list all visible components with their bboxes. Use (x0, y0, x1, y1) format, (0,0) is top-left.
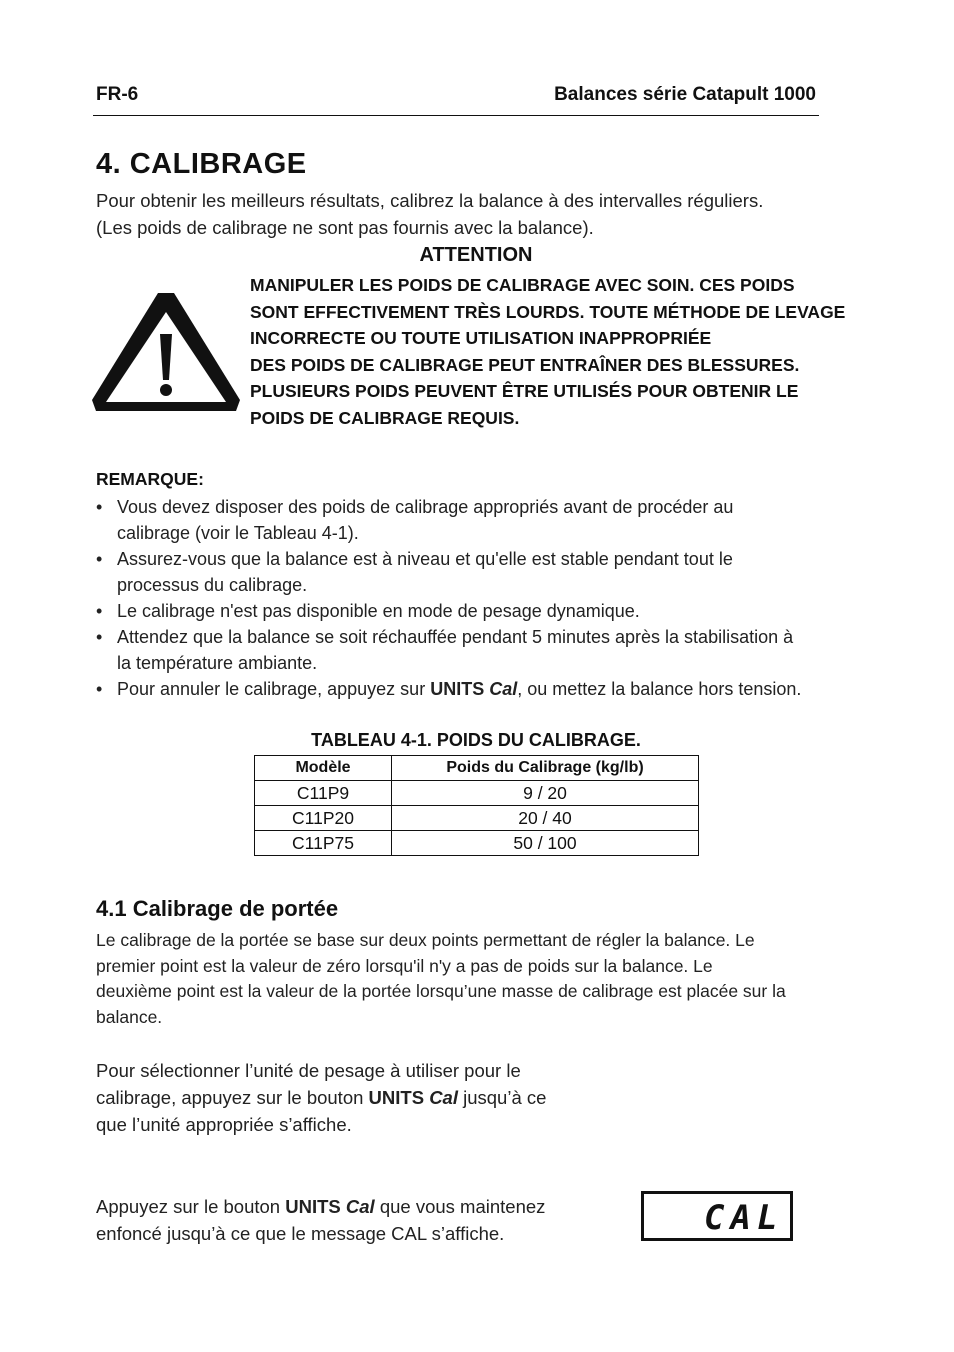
span-calibration-paragraph (96, 928, 866, 1030)
table-cell: C11P20 (255, 806, 392, 831)
table-row (255, 806, 699, 831)
table-header-row (255, 756, 699, 781)
paragraph-line (96, 1084, 606, 1111)
list-item: • Pour annuler le calibrage, appuyez sur UNITS Cal, ou mettez la balance hors tension. (96, 676, 886, 702)
paragraph-line: premier point est la valeur de zéro lorsqu'il n'y a pas de poids sur la balance. Le (96, 955, 713, 976)
units-key-label: UNITS (285, 1196, 341, 1217)
list-item: • Le calibrage n'est pas disponible en mode de pesage dynamique. (96, 598, 886, 624)
intro-paragraph (96, 187, 866, 241)
list-item-line: Vous devez disposer des poids de calibrage appropriés avant de procéder au (117, 497, 734, 517)
attention-line: PLUSIEURS POIDS PEUVENT ÊTRE UTILISÉS POUR OBTENIR LE (250, 381, 799, 401)
attention-line: MANIPULER LES POIDS DE CALIBRAGE AVEC SOIN. CES POIDS (250, 275, 795, 295)
attention-line: DES POIDS DE CALIBRAGE PEUT ENTRAÎNER DES BLESSURES. (250, 354, 800, 375)
list-item: • Vous devez disposer des poids de calibrage appropriés avant de procéder au calibrage (voir le Tableau 4-1). (96, 494, 886, 546)
paragraph-line: Le calibrage de la portée se base sur deux points permettant de régler la balance. Le (96, 930, 755, 950)
lcd-display (641, 1191, 793, 1241)
paragraph-line: enfoncé jusqu’à ce que le message CAL s’affiche. (96, 1223, 505, 1244)
list-item: • Assurez-vous que la balance est à niveau et qu'elle est stable pendant tout le processus du calibrage. (96, 546, 886, 598)
document-title: Balances série Catapult 1000 (554, 84, 816, 105)
list-item-line: Attendez que la balance se soit réchauffée pendant 5 minutes après la stabilisation à (117, 627, 794, 647)
cal-key-label: Cal (345, 1196, 375, 1217)
attention-line: INCORRECTE OU TOUTE UTILISATION INAPPROPRIÉE (250, 328, 712, 348)
list-item-line: processus du calibrage. (117, 575, 308, 595)
paragraph-line: que l’unité appropriée s’affiche. (96, 1114, 352, 1135)
column-header: Poids du Calibrage (kg/lb) (392, 756, 699, 781)
calibration-weights-table (254, 755, 699, 856)
page-number: FR-6 (96, 84, 139, 105)
list-item-line: Assurez-vous que la balance est à niveau et qu'elle est stable pendant tout le (117, 549, 733, 569)
subsection-title: 4.1 Calibrage de portée (96, 896, 339, 921)
text-fragment: Appuyez sur le bouton (96, 1196, 286, 1217)
warning-triangle-icon (90, 290, 242, 414)
text-fragment: que vous maintenez (374, 1196, 546, 1217)
cal-key-label: Cal (489, 679, 518, 699)
units-key-label: UNITS (430, 679, 485, 699)
paragraph-line: balance. (96, 1006, 163, 1027)
paragraph-line: Pour sélectionner l’unité de pesage à utiliser pour le (96, 1060, 521, 1081)
text-fragment: Pour annuler le calibrage, appuyez sur (117, 679, 431, 699)
table-caption: TABLEAU 4-1. POIDS DU CALIBRAGE. (311, 730, 641, 750)
cal-key-label: Cal (429, 1087, 458, 1108)
list-item-line: Le calibrage n'est pas disponible en mode de pesage dynamique. (117, 601, 640, 621)
intro-line: (Les poids de calibrage ne sont pas fournis avec la balance). (96, 217, 594, 238)
remark-title: REMARQUE: (96, 469, 204, 489)
header-divider (93, 115, 819, 116)
table-cell: 50 / 100 (392, 831, 699, 856)
units-key-label: UNITS (368, 1087, 425, 1108)
attention-title: ATTENTION (419, 244, 533, 266)
table-cell: 20 / 40 (392, 806, 699, 831)
attention-line: SONT EFFECTIVEMENT TRÈS LOURDS. TOUTE MÉTHODE DE LEVAGE (250, 301, 846, 322)
list-item: • Attendez que la balance se soit réchauffée pendant 5 minutes après la stabilisation à la température ambiante. (96, 624, 886, 676)
unit-selection-paragraph (96, 1057, 606, 1138)
list-item-line: la température ambiante. (117, 653, 318, 673)
lcd-display-text: CAL (704, 1198, 784, 1238)
intro-line: Pour obtenir les meilleurs résultats, calibrez la balance à des intervalles réguliers. (96, 190, 764, 211)
table-row (255, 831, 699, 856)
table-row (255, 781, 699, 806)
hold-button-paragraph (96, 1193, 616, 1247)
paragraph-line: deuxième point est la valeur de la portée lorsqu’une masse de calibrage est placée sur la (96, 981, 786, 1001)
remark-list (96, 494, 886, 702)
attention-text (250, 272, 890, 431)
list-item-line: calibrage (voir le Tableau 4-1). (117, 523, 359, 543)
table-cell: C11P75 (255, 831, 392, 856)
table-cell: 9 / 20 (392, 781, 699, 806)
section-title: 4. CALIBRAGE (96, 148, 307, 180)
list-item-line (117, 676, 886, 702)
text-fragment: , ou mettez la balance hors tension. (517, 679, 802, 699)
paragraph-line (96, 1193, 616, 1220)
attention-line: POIDS DE CALIBRAGE REQUIS. (250, 407, 520, 428)
text-fragment: calibrage, appuyez sur le bouton (96, 1087, 369, 1108)
text-fragment: jusqu’à ce (457, 1087, 547, 1108)
table-cell: C11P9 (255, 781, 392, 806)
column-header: Modèle (255, 756, 392, 781)
